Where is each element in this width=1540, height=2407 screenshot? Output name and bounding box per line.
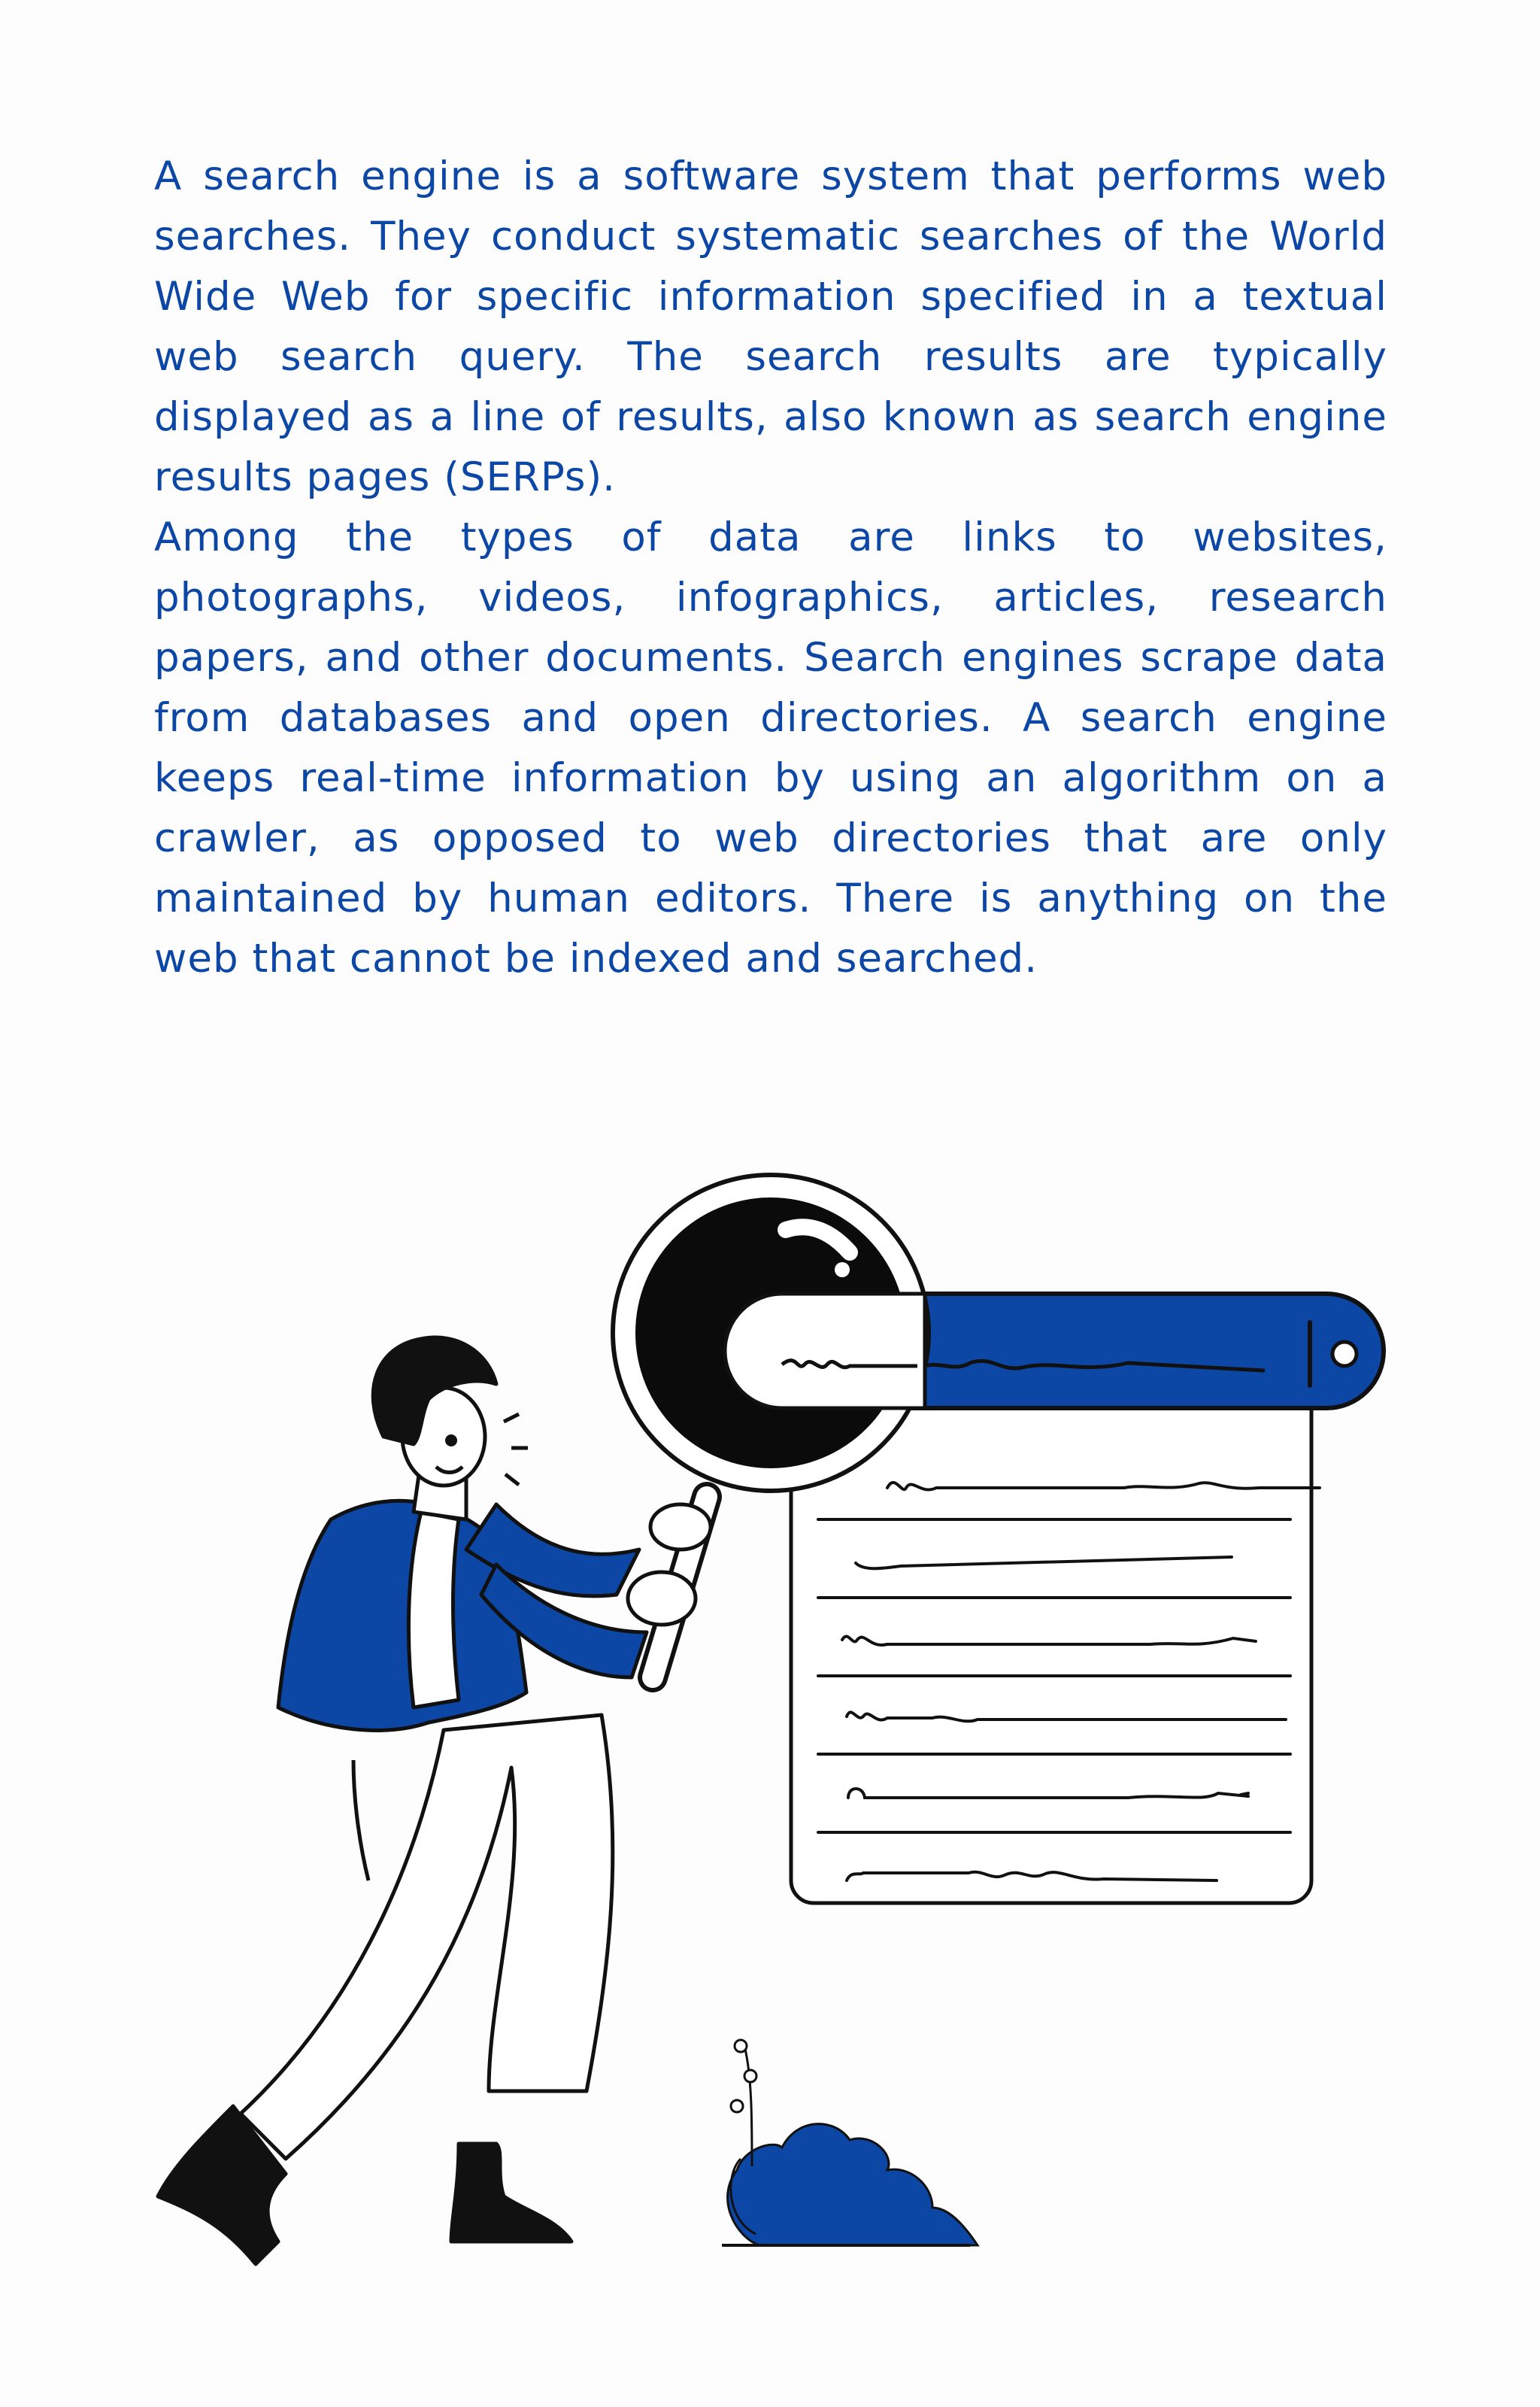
plant-icon	[722, 2040, 978, 2245]
person-illustration	[158, 1337, 711, 2264]
paragraph-1: A search engine is a software system that performs web searches. They conduct systematic searches of the World Wide Web for specific information specified in a textual web search query. The search results are typically displayed as a line of results, also known as search engine results pages (SERPs).	[154, 153, 1387, 500]
search-button-dot	[1332, 1342, 1357, 1366]
right-shoe	[451, 2144, 571, 2242]
paragraph-2: Among the types of data are links to websites, photographs, videos, infographics, articles, research papers, and other documents. Search engines scrape data from databases and open directories. A search engine keeps real-time information by using an algorithm on a crawler, as opposed to web directories that are only maintained by human editors. There is anything on the web that cannot be indexed and searched.	[154, 514, 1387, 982]
